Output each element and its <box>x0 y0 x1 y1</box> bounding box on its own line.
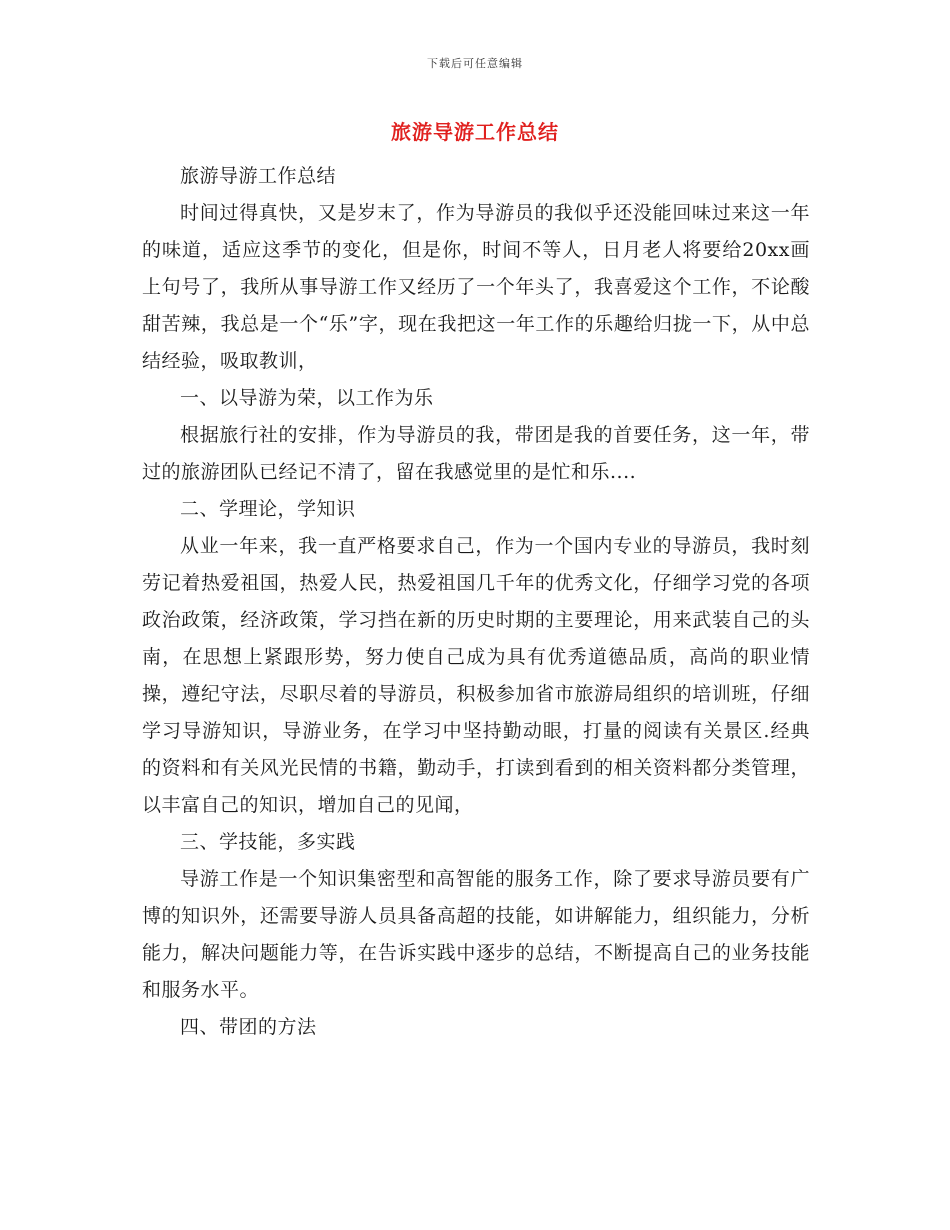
paragraph-section-3: 导游工作是一个知识集密型和高智能的服务工作，除了要求导游员要有广博的知识外，还需要导游人员具备高超的技能，如讲解能力，组织能力，分析能力，解决问题能力等，在告诉实践中逐步的总结，不断提高自己的业务技能和服务水平。 <box>142 868 810 1001</box>
section-heading-4: 四、带团的方法 <box>180 1016 317 1038</box>
section-heading-1: 一、以导游为荣，以工作为乐 <box>180 387 434 409</box>
paragraph-section-1: 根据旅行社的安排，作为导游员的我，带团是我的首要任务，这一年，带过的旅游团队已经记不清了，留在我感觉里的是忙和乐.... <box>142 424 810 483</box>
section-heading-2: 二、学理论，学知识 <box>180 498 356 520</box>
paragraph-section-2: 从业一年来，我一直严格要求自己，作为一个国内专业的导游员，我时刻劳记着热爱祖国，热爱人民，热爱祖国几千年的优秀文化，仔细学习党的各项政治政策，经济政策，学习挡在新的历史时期的主要理论，用来武装自己的头南，在思想上紧跟形势，努力使自己成为具有优秀道德品质，高尚的职业情操，遵纪守法，尽职尽着的导游员，积极参加省市旅游局组织的培训班，仔细学习导游知识，导游业务，在学习中坚持勤动眼，打量的阅读有关景区.经典的资料和有关风光民情的书籍，勤动手，打读到看到的相关资料都分类管理，以丰富自己的知识，增加自己的见闻， <box>142 535 810 816</box>
paragraph-subtitle: 旅游导游工作总结 <box>180 165 337 187</box>
header-note: 下载后可任意编辑 <box>427 57 523 70</box>
document-body <box>142 158 810 1046</box>
section-heading-3: 三、学技能，多实践 <box>180 831 356 853</box>
document-title: 旅游导游工作总结 <box>391 120 559 144</box>
paragraph-intro: 时间过得真快，又是岁末了，作为导游员的我似乎还没能回味过来这一年的味道，适应这季节的变化，但是你，时间不等人，日月老人将要给20xx画上句号了，我所从事导游工作又经历了一个年头了，我喜爱这个工作，不论酸甜苦辣，我总是一个“乐”字，现在我把这一年工作的乐趣给归拢一下，从中总结经验，吸取教训， <box>142 202 810 372</box>
